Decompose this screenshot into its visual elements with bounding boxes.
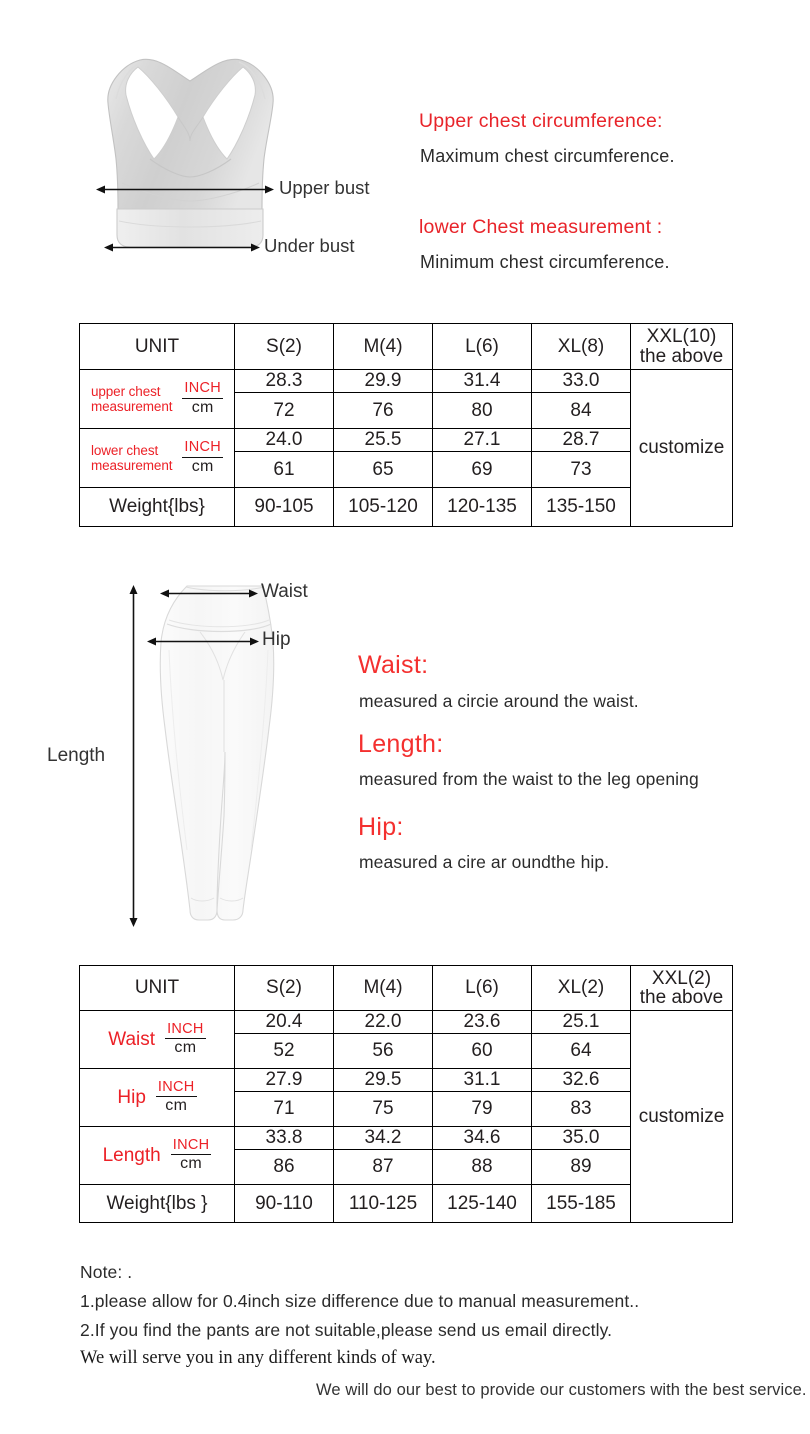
rowlabel-weight: Weight{lbs} <box>80 488 235 527</box>
cell-lower-cm-l: 69 <box>433 452 532 488</box>
hip-heading: Hip: <box>358 813 404 841</box>
cell-waist-cm-s: 52 <box>235 1034 334 1069</box>
rowlabel-lower-chest <box>80 429 235 488</box>
rowlabel-upper-chest <box>80 370 235 429</box>
cell-weight-l: 125-140 <box>433 1185 532 1223</box>
cell-length-inch-xl: 35.0 <box>532 1127 631 1150</box>
cm-label: cm <box>180 1155 203 1173</box>
length-body: measured from the waist to the leg opening <box>359 769 699 789</box>
bra-size-table <box>79 323 733 527</box>
cell-hip-inch-l: 31.1 <box>433 1069 532 1092</box>
cell-length-cm-s: 86 <box>235 1150 334 1185</box>
length-arrow <box>128 585 139 927</box>
footer-service-line: We will do our best to provide our customers with the best service. <box>316 1381 807 1399</box>
cell-length-cm-xl: 89 <box>532 1150 631 1185</box>
header-size-m: M(4) <box>334 966 433 1011</box>
lower-chest-body: Minimum chest circumference. <box>420 252 670 272</box>
cell-upper-inch-xl: 33.0 <box>532 370 631 393</box>
waist-label: Waist <box>261 581 308 602</box>
cell-weight-s: 90-110 <box>235 1185 334 1223</box>
cell-weight-xl: 135-150 <box>532 488 631 527</box>
cell-customize: customize <box>631 1011 733 1223</box>
cell-hip-cm-m: 75 <box>334 1092 433 1127</box>
cell-hip-inch-m: 29.5 <box>334 1069 433 1092</box>
length-heading: Length: <box>358 730 444 758</box>
cell-hip-cm-s: 71 <box>235 1092 334 1127</box>
table-row <box>80 370 733 393</box>
cm-label: cm <box>174 1039 197 1057</box>
cell-lower-inch-s: 24.0 <box>235 429 334 452</box>
cell-hip-cm-xl: 83 <box>532 1092 631 1127</box>
note-line-1: 1.please allow for 0.4inch size difference due to manual measurement.. <box>80 1291 640 1311</box>
upper-chest-heading: Upper chest circumference: <box>419 110 663 132</box>
cell-waist-inch-xl: 25.1 <box>532 1011 631 1034</box>
cell-upper-cm-xl: 84 <box>532 393 631 429</box>
cell-waist-inch-m: 22.0 <box>334 1011 433 1034</box>
waist-heading: Waist: <box>358 651 429 679</box>
note-line-3: We will serve you in any different kinds of way. <box>80 1348 436 1368</box>
cell-lower-cm-s: 61 <box>235 452 334 488</box>
header-xxl-line1: XXL(10) <box>646 326 717 348</box>
note-title: Note: . <box>80 1262 133 1282</box>
cell-lower-inch-l: 27.1 <box>433 429 532 452</box>
rowlabel-waist <box>80 1011 235 1069</box>
table-header-row <box>80 324 733 370</box>
cell-weight-l: 120-135 <box>433 488 532 527</box>
note-line-2: 2.If you find the pants are not suitable,please send us email directly. <box>80 1320 613 1340</box>
cell-length-cm-m: 87 <box>334 1150 433 1185</box>
cell-hip-cm-l: 79 <box>433 1092 532 1127</box>
cell-length-inch-s: 33.8 <box>235 1127 334 1150</box>
cell-weight-m: 110-125 <box>334 1185 433 1223</box>
header-size-s: S(2) <box>235 966 334 1011</box>
cell-lower-inch-xl: 28.7 <box>532 429 631 452</box>
inch-label: INCH <box>165 1022 206 1039</box>
rowlabel-lower-chest-line2: measurement <box>90 458 173 473</box>
cell-upper-inch-l: 31.4 <box>433 370 532 393</box>
rowlabel-lower-chest-line1: lower chest <box>90 442 159 458</box>
header-unit: UNIT <box>80 324 235 370</box>
cell-lower-cm-m: 65 <box>334 452 433 488</box>
header-size-l: L(6) <box>433 324 532 370</box>
header-xxl-line2: the above <box>639 987 724 1008</box>
hip-label: Hip <box>262 629 291 650</box>
cell-length-cm-l: 88 <box>433 1150 532 1185</box>
waist-arrow <box>160 586 258 597</box>
inch-label: INCH <box>171 1138 212 1155</box>
inch-label: INCH <box>156 1080 197 1097</box>
header-size-m: M(4) <box>334 324 433 370</box>
rowlabel-hip-text: Hip <box>117 1086 146 1108</box>
cell-waist-cm-m: 56 <box>334 1034 433 1069</box>
header-size-l: L(6) <box>433 966 532 1011</box>
header-xxl-line2: the above <box>639 345 724 367</box>
cell-hip-inch-xl: 32.6 <box>532 1069 631 1092</box>
header-xxl-line1: XXL(2) <box>651 967 712 989</box>
cell-length-inch-l: 34.6 <box>433 1127 532 1150</box>
cell-waist-cm-xl: 64 <box>532 1034 631 1069</box>
cell-weight-m: 105-120 <box>334 488 433 527</box>
upper-chest-body: Maximum chest circumference. <box>420 146 675 166</box>
cm-label: cm <box>191 398 214 416</box>
cell-waist-inch-s: 20.4 <box>235 1011 334 1034</box>
rowlabel-upper-chest-line1: upper chest <box>90 383 161 399</box>
table-header-row <box>80 966 733 1011</box>
cell-lower-inch-m: 25.5 <box>334 429 433 452</box>
pants-size-table <box>79 965 733 1223</box>
cell-hip-inch-s: 27.9 <box>235 1069 334 1092</box>
cell-upper-inch-m: 29.9 <box>334 370 433 393</box>
rowlabel-weight: Weight{lbs } <box>80 1185 235 1223</box>
rowlabel-hip <box>80 1069 235 1127</box>
inch-label: INCH <box>182 381 223 398</box>
cell-waist-inch-l: 23.6 <box>433 1011 532 1034</box>
upper-bust-label: Upper bust <box>279 177 370 198</box>
lower-chest-heading: lower Chest measurement : <box>419 216 663 238</box>
rowlabel-upper-chest-line2: measurement <box>90 399 173 414</box>
waist-body: measured a circie around the waist. <box>359 691 639 711</box>
header-size-s: S(2) <box>235 324 334 370</box>
header-size-xl: XL(8) <box>532 324 631 370</box>
table-row <box>80 1011 733 1034</box>
header-size-xxl <box>631 324 733 370</box>
cell-upper-cm-m: 76 <box>334 393 433 429</box>
length-label: Length <box>47 745 106 766</box>
cell-upper-inch-s: 28.3 <box>235 370 334 393</box>
upper-bust-arrow <box>96 182 274 193</box>
header-size-xl: XL(2) <box>532 966 631 1011</box>
hip-body: measured a cire ar oundthe hip. <box>359 852 610 872</box>
cell-weight-s: 90-105 <box>235 488 334 527</box>
cell-upper-cm-l: 80 <box>433 393 532 429</box>
cell-waist-cm-l: 60 <box>433 1034 532 1069</box>
under-bust-arrow <box>104 240 260 251</box>
cm-label: cm <box>191 457 214 475</box>
under-bust-label: Under bust <box>264 235 355 256</box>
hip-arrow <box>147 634 259 645</box>
cell-weight-xl: 155-185 <box>532 1185 631 1223</box>
rowlabel-length <box>80 1127 235 1185</box>
cell-customize: customize <box>631 370 733 527</box>
cell-length-inch-m: 34.2 <box>334 1127 433 1150</box>
cell-lower-cm-xl: 73 <box>532 452 631 488</box>
header-size-xxl <box>631 966 733 1011</box>
inch-label: INCH <box>182 440 223 457</box>
cm-label: cm <box>165 1097 188 1115</box>
rowlabel-waist-text: Waist <box>108 1028 156 1050</box>
cell-upper-cm-s: 72 <box>235 393 334 429</box>
rowlabel-length-text: Length <box>102 1144 161 1166</box>
header-unit: UNIT <box>80 966 235 1011</box>
